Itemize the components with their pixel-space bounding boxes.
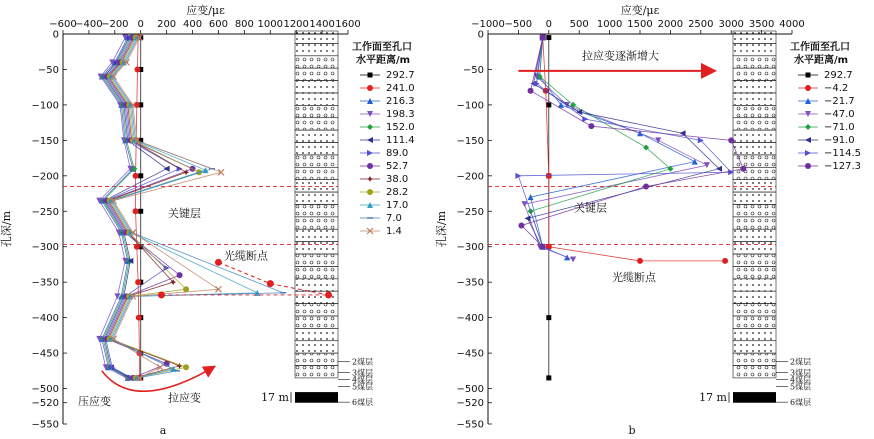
legend-entry: 28.2 — [386, 187, 409, 198]
x-tick-label: −400 — [75, 19, 103, 30]
legend-entry: −114.5 — [824, 148, 862, 159]
legend-entry: 17.0 — [386, 200, 409, 211]
legend-entry: −21.7 — [824, 96, 855, 107]
x-axis-label: 应变/με — [620, 4, 660, 17]
data-point — [540, 244, 546, 250]
legend-entry: 292.7 — [386, 70, 415, 81]
legend-swatch-marker — [805, 137, 811, 143]
panel-label: b — [628, 424, 636, 437]
y-tick-label: −150 — [456, 135, 484, 147]
strata-band — [733, 56, 776, 68]
strata-band — [733, 155, 776, 167]
legend-entry: −71.0 — [824, 122, 855, 133]
legend-swatch-marker — [805, 150, 811, 156]
cable-break-label: 光缆断点 — [612, 270, 656, 284]
data-point — [540, 35, 546, 41]
strata-band — [295, 304, 338, 316]
data-point — [528, 88, 534, 94]
data-point — [525, 215, 531, 221]
x-tick-label: 500 — [569, 19, 589, 30]
data-point — [136, 315, 142, 321]
strata-band — [295, 316, 338, 328]
y-tick-label: −450 — [31, 348, 59, 360]
y-tick-label: −550 — [456, 419, 484, 431]
strata-band — [295, 328, 338, 340]
strata-band — [733, 93, 776, 105]
x-tick-label: −500 — [504, 19, 533, 30]
strata-band — [733, 353, 776, 365]
data-point — [164, 166, 170, 172]
legend — [790, 40, 861, 172]
legend-title: 工作面至孔口 — [352, 42, 412, 53]
series-line — [521, 38, 743, 247]
legend-title: 水平距离/m — [356, 55, 411, 66]
series-5 — [525, 35, 723, 250]
series-1 — [540, 35, 728, 264]
strata-band — [733, 316, 776, 328]
strata-band — [733, 130, 776, 142]
x-tick-label: 3500 — [748, 19, 775, 30]
cable-break-point — [215, 259, 222, 266]
legend-entry: 292.7 — [824, 70, 853, 81]
legend-title: 工作面至孔口 — [790, 42, 850, 53]
legend-title: 水平距离/m — [794, 55, 849, 66]
x-tick-label: −1000 — [471, 19, 505, 30]
x-tick-label: 0 — [137, 19, 144, 30]
y-axis-label: 孔深/m — [0, 210, 13, 248]
legend-entry: −47.0 — [824, 109, 855, 120]
y-axis-label: 孔深/m — [435, 210, 448, 248]
legend-swatch-marker — [367, 163, 373, 169]
coal-seam-label: 5煤层 — [352, 382, 374, 392]
coal-seam-label: 3煤层 — [790, 368, 812, 378]
coal-seam-label: 4煤层 — [790, 375, 812, 385]
strata-band — [295, 105, 338, 117]
series-line — [531, 38, 671, 247]
legend-swatch-marker — [368, 73, 373, 78]
key-layer-label: 关键层 — [574, 201, 607, 215]
strata-band — [295, 56, 338, 68]
legend-entry: 38.0 — [386, 174, 409, 185]
data-point — [570, 256, 576, 262]
y-tick-label: −150 — [31, 135, 59, 147]
strata-band — [295, 31, 338, 43]
legend — [352, 40, 415, 237]
strata-band — [295, 192, 338, 204]
strata-band — [733, 180, 776, 192]
y-tick-label: −50 — [462, 64, 484, 76]
coal-seam-label: 6煤层 — [352, 398, 374, 408]
strata-band — [295, 180, 338, 192]
x-tick-label: 1600 — [335, 19, 361, 30]
y-tick-label: −200 — [456, 171, 484, 183]
coal-seam-6 — [733, 392, 776, 403]
strata-band — [295, 167, 338, 179]
legend-entry: 111.4 — [386, 135, 415, 146]
data-point — [722, 258, 728, 264]
legend-swatch-marker — [367, 176, 373, 182]
legend-entry: 152.0 — [386, 122, 415, 133]
legend-swatch-marker — [367, 189, 373, 195]
data-point — [728, 137, 734, 143]
strata-band — [295, 366, 338, 378]
strata-band — [295, 130, 338, 142]
y-tick-label: −500 — [31, 384, 59, 396]
compressive-label: 压应变 — [78, 394, 111, 408]
strata-band — [295, 266, 338, 278]
data-point — [546, 35, 551, 40]
legend-entry: 241.0 — [386, 83, 415, 94]
data-point — [521, 201, 527, 207]
x-tick-label: 400 — [182, 19, 203, 30]
data-point — [740, 166, 746, 172]
legend-entry: 198.3 — [386, 109, 415, 120]
data-point — [135, 279, 141, 285]
cable-break-label: 光缆断点 — [224, 249, 268, 263]
series-4 — [528, 35, 674, 250]
x-tick-label: 1000 — [596, 19, 623, 30]
data-point — [183, 286, 189, 292]
strata-band — [733, 192, 776, 204]
tensile-increase-label: 拉应变逐渐增大 — [582, 49, 659, 63]
y-tick-label: −250 — [31, 206, 59, 218]
y-tick-label: −400 — [31, 313, 59, 325]
strata-band — [733, 81, 776, 93]
x-tick-label: 1000 — [257, 19, 283, 30]
data-point — [643, 183, 649, 189]
legend-entry: −91.0 — [824, 135, 855, 146]
data-point — [588, 123, 594, 129]
strata-band — [733, 143, 776, 155]
series-3 — [521, 35, 709, 263]
y-tick-label: −500 — [456, 384, 484, 396]
legend-entry: 52.7 — [386, 161, 409, 172]
data-point — [546, 375, 551, 380]
strata-band — [295, 229, 338, 241]
strata-band — [733, 118, 776, 130]
y-tick-label: −50 — [37, 64, 59, 76]
strata-band — [733, 279, 776, 291]
data-point — [518, 222, 524, 228]
strata-band — [733, 366, 776, 378]
x-tick-label: 1200 — [283, 19, 309, 30]
column-depth-label: 17 m — [699, 391, 727, 405]
x-tick-label: −200 — [101, 19, 129, 30]
coal-seam-label: 2煤层 — [352, 357, 374, 367]
data-point — [546, 102, 551, 107]
y-tick-label: −400 — [456, 313, 484, 325]
cable-break-point — [267, 280, 274, 287]
tensile-label: 拉应变 — [168, 391, 201, 405]
panel-label: a — [159, 424, 167, 437]
strata-band — [733, 68, 776, 80]
strata-band — [295, 118, 338, 130]
legend-entry: 216.3 — [386, 96, 415, 107]
x-tick-label: 800 — [234, 19, 254, 30]
y-tick-label: −100 — [31, 100, 59, 112]
strata-band — [733, 31, 776, 43]
strata-band — [733, 304, 776, 316]
data-point — [528, 194, 534, 200]
coal-seam-label: 5煤层 — [790, 382, 812, 392]
legend-swatch-marker — [367, 85, 373, 91]
x-tick-label: 3000 — [718, 19, 744, 30]
x-tick-label: 2000 — [657, 19, 684, 30]
series-line — [136, 38, 140, 378]
column-depth-label: 17 m — [261, 391, 289, 405]
strata-band — [733, 43, 776, 55]
data-point — [704, 162, 710, 168]
data-point — [515, 173, 521, 179]
x-tick-label: 1500 — [627, 19, 653, 30]
y-tick-label: −300 — [456, 242, 484, 254]
data-point — [133, 173, 139, 179]
data-point — [138, 209, 143, 214]
legend-entry: 7.0 — [386, 213, 402, 224]
coal-seam-label: 4煤层 — [352, 375, 374, 385]
legend-swatch-marker — [805, 163, 811, 169]
legend-swatch-marker — [367, 137, 373, 143]
legend-entry: 89.0 — [386, 148, 409, 159]
coal-seam-6 — [295, 392, 338, 403]
y-tick-label: −520 — [31, 398, 59, 410]
data-point — [692, 159, 698, 165]
y-tick-label: −350 — [456, 277, 484, 289]
strata-band — [733, 341, 776, 353]
strata-band — [295, 155, 338, 167]
y-tick-label: −300 — [31, 242, 59, 254]
x-tick-label: 200 — [157, 19, 177, 30]
strata-band — [733, 266, 776, 278]
y-tick-label: −350 — [31, 277, 59, 289]
y-tick-label: −450 — [456, 348, 484, 360]
legend-swatch-marker — [367, 124, 373, 130]
strata-band — [295, 353, 338, 365]
y-tick-label: −100 — [456, 100, 484, 112]
data-point — [183, 364, 189, 370]
data-point — [655, 137, 661, 143]
strata-band — [295, 81, 338, 93]
strata-band — [295, 254, 338, 266]
panel-b — [434, 3, 861, 437]
legend-swatch-marker — [806, 73, 811, 78]
strata-band — [295, 341, 338, 353]
y-tick-label: −520 — [456, 398, 484, 410]
x-tick-label: 2500 — [688, 19, 714, 30]
x-tick-label: 1400 — [309, 19, 335, 30]
y-tick-label: 0 — [477, 29, 484, 41]
x-tick-label: 600 — [208, 19, 229, 30]
strata-band — [295, 43, 338, 55]
strata-band — [733, 105, 776, 117]
legend-entry: −4.2 — [824, 83, 849, 94]
x-tick-label: −600 — [49, 19, 77, 30]
data-point — [546, 173, 552, 179]
legend-swatch-marker — [805, 124, 811, 130]
strata-band — [295, 143, 338, 155]
x-tick-label: 4000 — [779, 19, 805, 30]
strata-band — [733, 204, 776, 216]
strata-band — [295, 291, 338, 303]
strata-band — [295, 93, 338, 105]
series-line — [528, 38, 720, 247]
coal-seam-label: 2煤层 — [790, 357, 812, 367]
x-tick-label: 0 — [545, 19, 552, 30]
strata-band — [295, 217, 338, 229]
strata-band — [733, 217, 776, 229]
coal-seam-label: 3煤层 — [352, 368, 374, 378]
y-tick-label: −550 — [31, 419, 59, 431]
data-point — [138, 173, 143, 178]
coal-seam-label: 6煤层 — [790, 398, 812, 408]
legend-swatch-marker — [805, 85, 811, 91]
data-point — [134, 66, 140, 72]
y-tick-label: −250 — [456, 206, 484, 218]
series-7 — [518, 35, 746, 250]
data-point — [133, 208, 139, 214]
strata-band — [733, 328, 776, 340]
strata-band — [733, 242, 776, 254]
data-point — [637, 258, 643, 264]
legend-swatch-marker — [367, 150, 373, 156]
strata-band — [295, 68, 338, 80]
x-axis-label: 应变/με — [186, 4, 225, 17]
strata-band — [733, 291, 776, 303]
key-layer-label: 关键层 — [168, 206, 201, 220]
strata-band — [733, 229, 776, 241]
data-point — [218, 169, 224, 175]
legend-entry: 1.4 — [386, 226, 402, 237]
data-point — [177, 272, 183, 278]
y-tick-label: 0 — [52, 29, 59, 41]
legend-entry: −127.3 — [824, 161, 862, 172]
strata-band — [733, 254, 776, 266]
panel-a — [0, 3, 415, 437]
strata-band — [295, 242, 338, 254]
strata-band — [295, 204, 338, 216]
y-tick-label: −200 — [31, 171, 59, 183]
data-point — [546, 315, 551, 320]
